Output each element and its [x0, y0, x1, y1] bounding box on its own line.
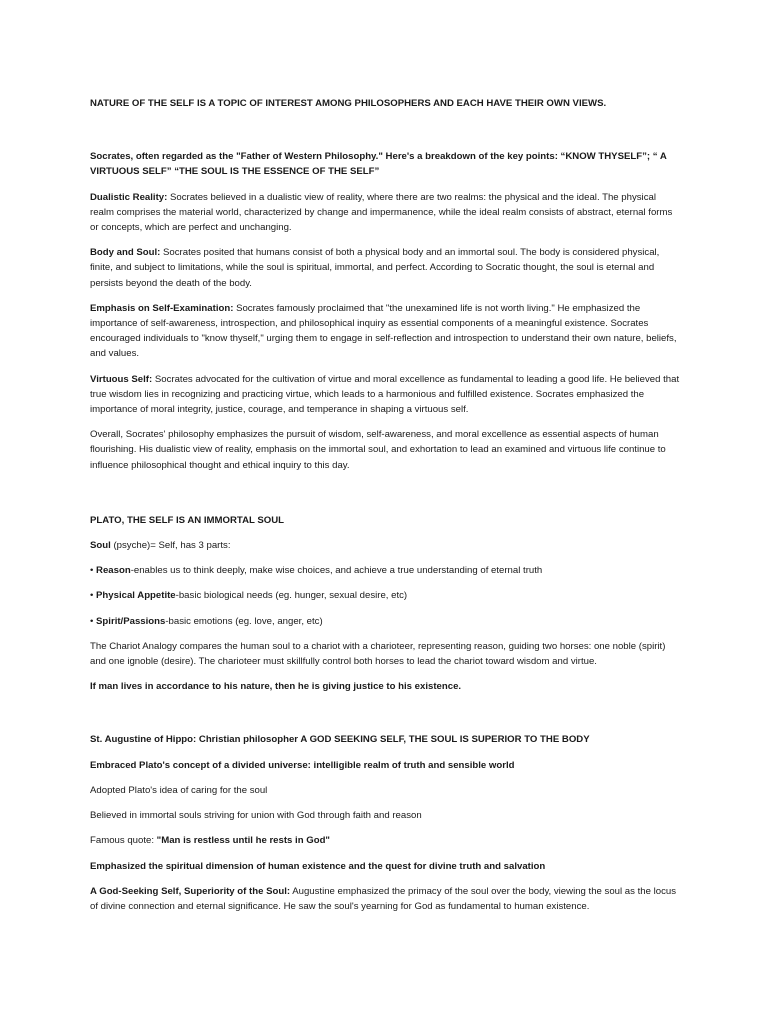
document-page	[90, 96, 682, 914]
page-title: NATURE OF THE SELF IS A TOPIC OF INTEREST AMONG PHILOSOPHERS AND EACH HAVE THEIR OWN VIEWS.	[90, 98, 607, 109]
body-soul-label: Body and Soul:	[90, 247, 161, 259]
appetite-text: -basic biological needs (eg. hunger, sexual desire, etc)	[175, 590, 408, 602]
spirit-label: Spirit/Passions	[96, 615, 166, 627]
socrates-overall-paragraph: Overall, Socrates' philosophy emphasizes the pursuit of wisdom, self-awareness, and moral excellence as essential aspects of human flourishing. His dualistic view of reality, emphasis on the immortal soul, and exhortation to lead an examined and virtuous life continue to influence philosophical thought and ethical inquiry to this day.	[90, 429, 666, 471]
augustine-seeking-paragraph	[90, 884, 682, 914]
reason-label: Reason	[96, 565, 131, 577]
socrates-exam-paragraph	[90, 301, 682, 362]
plato-soul-line	[90, 538, 682, 553]
self-exam-label: Emphasis on Self-Examination:	[90, 302, 234, 314]
bullet-icon: •	[90, 590, 97, 602]
body-soul-text: Socrates posited that humans consist of both a physical body and an immortal soul. The body is considered physical, finite, and subject to limitations, while the soul is spiritual, immortal, and perfect. According to Socratic thought, the soul is eternal and persists beyond the death of the body.	[90, 247, 660, 289]
plato-justice-line: If man lives in accordance to his nature, then he is giving justice to his existence.	[90, 681, 462, 693]
reason-text: -enables us to think deeply, make wise choices, and achieve a true understanding of eternal truth	[130, 565, 543, 577]
socrates-dualistic-paragraph	[90, 190, 682, 236]
plato-appetite-item	[90, 588, 682, 603]
plato-reason-item	[90, 563, 682, 578]
quote-text: "Man is restless until he rests in God"	[156, 835, 330, 847]
self-exam-text: Socrates famously proclaimed that "the unexamined life is not worth living." He emphasized the importance of self-awareness, introspection, and philosophical inquiry as essential components of a meaningful existence. Socrates encouraged individuals to "know thyself," urging them to engage in self-reflection and introspection to understand their own nature, beliefs, and values.	[90, 302, 677, 360]
soul-text: (psyche)= Self, has 3 parts:	[110, 540, 231, 552]
bullet-icon: •	[90, 565, 97, 577]
appetite-label: Physical Appetite	[96, 590, 176, 602]
augustine-heading: St. Augustine of Hippo: Christian philosopher A GOD SEEKING SELF, THE SOUL IS SUPERIOR TO THE BODY	[90, 734, 590, 746]
virtuous-label: Virtuous Self:	[90, 373, 153, 385]
augustine-believed-line: Believed in immortal souls striving for union with God through faith and reason	[90, 810, 422, 822]
spirit-text: -basic emotions (eg. love, anger, etc)	[165, 615, 323, 627]
seeking-text: Augustine emphasized the primacy of the soul over the body, viewing the soul as the locus of divine connection and eternal significance. He saw the soul's yearning for God as fundamental to human existence.	[90, 885, 677, 912]
soul-label: Soul	[90, 540, 111, 552]
socrates-heading: Socrates, often regarded as the "Father of Western Philosophy." Here's a breakdown of the key points: “KNOW THYSELF”; “ A VIRTUOUS SELF” “THE SOUL IS THE ESSENCE OF THE SELF”	[90, 151, 667, 178]
augustine-adopted-line: Adopted Plato's idea of caring for the soul	[90, 784, 268, 796]
seeking-label: A God-Seeking Self, Superiority of the Soul:	[90, 885, 291, 897]
bullet-icon: •	[90, 615, 97, 627]
socrates-body-paragraph	[90, 245, 682, 291]
socrates-virtuous-paragraph	[90, 372, 682, 418]
quote-label: Famous quote:	[90, 835, 157, 847]
plato-heading: PLATO, THE SELF IS AN IMMORTAL SOUL	[90, 514, 285, 526]
plato-chariot-paragraph: The Chariot Analogy compares the human soul to a chariot with a charioteer, representing reason, guiding two horses: one noble (spirit) and one ignoble (desire). The charioteer must skillfully control both horses to lead the chariot toward wisdom and virtue.	[90, 640, 666, 668]
augustine-quote-line	[90, 833, 682, 848]
virtuous-text: Socrates advocated for the cultivation of virtue and moral excellence as fundamental to leading a good life. He believed that true wisdom lies in recognizing and practicing virtue, which leads to a harmonious and fulfilled existence. Socrates emphasized the importance of moral integrity, justice, courage, and temperance in shaping a virtuous self.	[90, 373, 680, 416]
augustine-emphasized-line: Emphasized the spiritual dimension of human existence and the quest for divine truth and salvation	[90, 860, 546, 872]
plato-spirit-item	[90, 614, 682, 629]
dualistic-text: Socrates believed in a dualistic view of reality, where there are two realms: the physical and the ideal. The physical realm comprises the material world, characterized by change and impermanence, while the ideal realm consists of abstract, eternal forms or concepts, which are perfect and unchanging.	[90, 191, 673, 234]
dualistic-label: Dualistic Reality:	[90, 191, 168, 203]
augustine-embraced-line: Embraced Plato's concept of a divided universe: intelligible realm of truth and sensible world	[90, 759, 515, 771]
